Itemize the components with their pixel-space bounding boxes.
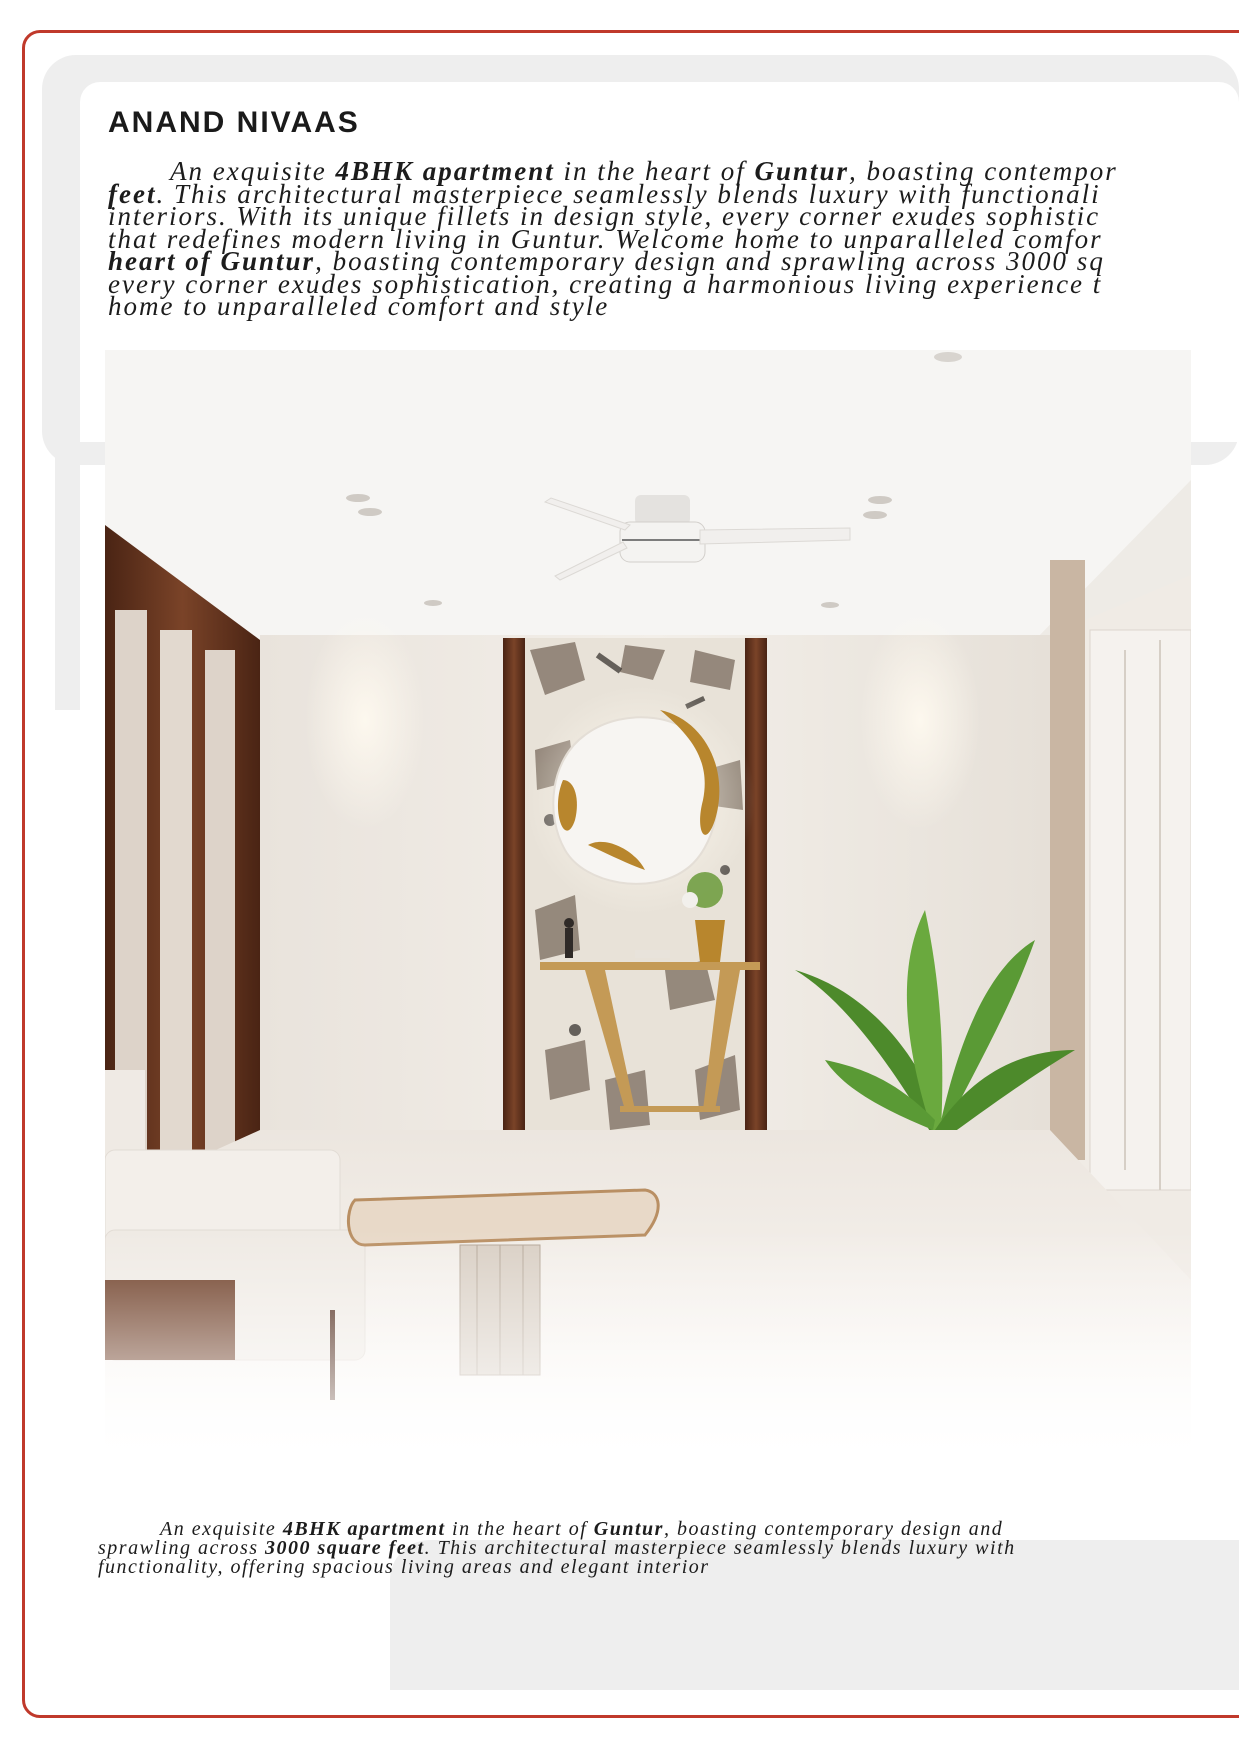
caption-line: [98, 1558, 1148, 1577]
body-text: in the heart of: [554, 160, 755, 186]
body-text: , boasting contemporary design and: [663, 1518, 1004, 1540]
books: [635, 950, 670, 958]
emphasis-text: Guntur: [754, 160, 850, 186]
emphasis-text: 4BHK apartment: [282, 1518, 446, 1540]
body-text: . This architectural masterpiece seamlessly blends luxury with: [424, 1537, 1016, 1559]
downlight: [346, 494, 370, 502]
emphasis-text: 3000 square feet: [265, 1537, 425, 1559]
interior-render-image: [105, 350, 1191, 1470]
downlight: [868, 496, 892, 504]
body-text: An exquisite: [170, 160, 336, 186]
downlight: [424, 600, 442, 606]
intro-paragraph: [108, 160, 1239, 330]
body-text: An exquisite: [160, 1518, 283, 1540]
curtain: [1050, 560, 1085, 1160]
body-text: home to unparalleled comfort and style: [108, 291, 610, 321]
emphasis-text: Guntur: [593, 1518, 664, 1540]
body-text: , boasting contempor: [849, 160, 1118, 186]
body-text: that redefines modern living in Guntur. Welcome home to unparalleled comfor: [108, 223, 1103, 254]
body-text: in the heart of: [445, 1518, 594, 1540]
body-text: functionality, offering spacious living areas and elegant interior: [98, 1556, 710, 1578]
downlight: [934, 352, 962, 362]
emphasis-text: 4BHK apartment: [335, 160, 555, 186]
downlight: [821, 602, 839, 608]
body-text: interiors. With its unique fillets in design style, every corner exudes sophistic: [108, 201, 1101, 231]
downlight: [358, 508, 382, 516]
body-text: every corner exudes sophistication, creating a harmonious living experience t: [108, 268, 1103, 299]
body-text: sprawling across: [98, 1537, 266, 1559]
background-strip-left: [55, 430, 80, 710]
emphasis-text: feet: [108, 178, 157, 209]
emphasis-text: heart of Guntur: [108, 246, 316, 276]
page-title: ANAND NIVAAS: [108, 106, 360, 139]
figurine: [564, 918, 574, 958]
body-text: , boasting contemporary design and sprawling across 3000 sq: [315, 246, 1105, 276]
downlight: [863, 511, 887, 519]
body-text: . This architectural masterpiece seamlessly blends luxury with functionali: [156, 178, 1101, 209]
caption-paragraph: [98, 1520, 1148, 1577]
